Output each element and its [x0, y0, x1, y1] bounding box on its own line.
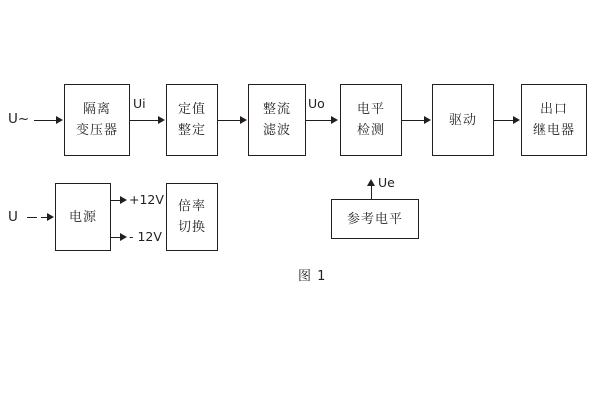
block-label-line1: 电源	[68, 209, 97, 225]
arrow-setting-to-rectifier	[240, 116, 247, 124]
arrow-power-plus12v	[120, 196, 127, 204]
connector-rectifier-to-detection	[306, 120, 332, 121]
arrow-dc-to-power	[47, 213, 54, 221]
label-input-dc: U	[8, 209, 18, 225]
block-label-line2: 继电器	[532, 123, 575, 138]
block-label-line1: 参考电平	[346, 211, 403, 227]
block-multiplier-switch	[166, 183, 218, 251]
connector-reference-to-detection	[371, 185, 372, 199]
label-ui: Ui	[133, 96, 146, 111]
label-minus-12v: - 12V	[129, 229, 162, 244]
block-fixed-value-setting	[166, 84, 218, 156]
figure-caption: 图 1	[298, 269, 327, 284]
block-isolation-transformer	[64, 84, 130, 156]
block-label-line1: 驱动	[448, 112, 477, 128]
arrow-rectifier-to-detection	[331, 116, 338, 124]
block-label-line1: 倍率	[177, 199, 206, 214]
block-rectifier-filter	[248, 84, 306, 156]
block-power-supply	[55, 183, 111, 251]
arrow-detection-to-drive	[424, 116, 431, 124]
block-label-line2: 滤波	[262, 123, 291, 138]
arrow-isolation-to-setting	[158, 116, 165, 124]
block-label-line2: 变压器	[75, 123, 118, 138]
block-label-line2: 整定	[177, 123, 206, 138]
block-label-line1: 出口	[539, 102, 568, 117]
block-level-detection	[340, 84, 402, 156]
label-plus-12v: +12V	[129, 192, 164, 207]
block-label-line2: 检测	[356, 123, 385, 138]
block-reference-level	[331, 199, 419, 239]
block-drive	[432, 84, 494, 156]
arrow-ac-to-isolation	[56, 116, 63, 124]
arrow-power-minus12v	[120, 233, 127, 241]
connector-drive-to-relay	[494, 120, 513, 121]
connector-setting-to-rectifier	[218, 120, 240, 121]
block-label-line1: 整流	[262, 102, 291, 117]
block-label-line1: 电平	[356, 102, 385, 117]
arrow-reference-to-detection	[367, 179, 375, 186]
block-output-relay	[521, 84, 587, 156]
block-label-line2: 切换	[177, 220, 206, 235]
label-ue: Ue	[378, 175, 395, 190]
connector-ac-to-isolation	[34, 120, 57, 121]
label-input-ac: U~	[8, 111, 30, 127]
label-uo: Uo	[308, 96, 325, 111]
connector-isolation-to-setting	[130, 120, 158, 121]
connector-dc-to-power-1	[27, 217, 37, 218]
block-label-line1: 隔离	[82, 102, 111, 117]
block-label-line1: 定值	[177, 102, 206, 117]
arrow-drive-to-relay	[513, 116, 520, 124]
connector-detection-to-drive	[402, 120, 424, 121]
